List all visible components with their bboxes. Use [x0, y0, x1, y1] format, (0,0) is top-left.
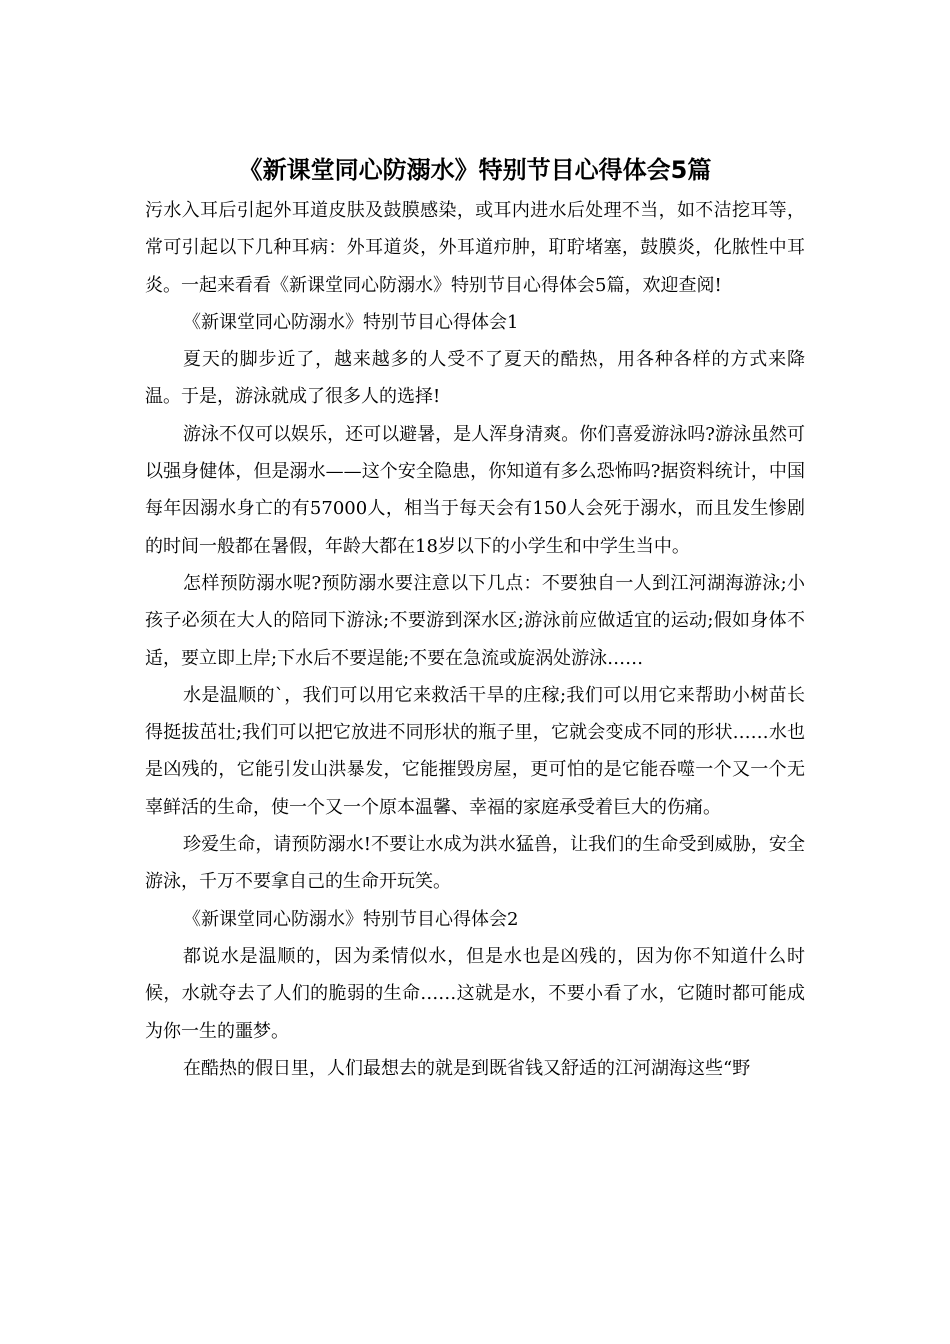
body-paragraph: 游泳不仅可以娱乐，还可以避暑，是人浑身清爽。你们喜爱游泳吗?游泳虽然可以强身健体，但是溺水——这个安全隐患，你知道有多么恐怖吗?据资料统计，中国每年因溺水身亡的有57000人，相当于每天会有150人会死于溺水，而且发生惨剧的时间一般都在暑假，年龄大都在18岁以下的小学生和中学生当中。	[145, 423, 805, 557]
body-paragraph: 水是温顺的`，我们可以用它来救活干旱的庄稼;我们可以用它来帮助小树苗长得挺拔茁壮;我们可以把它放进不同形状的瓶子里，它就会变成不同的形状……水也是凶残的，它能引发山洪暴发，它能摧毁房屋，更可怕的是它能吞噬一个又一个无辜鲜活的生命，使一个又一个原本温馨、幸福的家庭承受着巨大的伤痛。	[145, 684, 805, 818]
intro-paragraph: 污水入耳后引起外耳道皮肤及鼓膜感染，或耳内进水后处理不当，如不洁挖耳等，常可引起以下几种耳病：外耳道炎，外耳道疖肿，耵聍堵塞，鼓膜炎，化脓性中耳炎。一起来看看《新课堂同心防溺水》特别节目心得体会5篇，欢迎查阅!	[145, 200, 805, 296]
body-paragraph: 都说水是温顺的，因为柔情似水，但是水也是凶残的，因为你不知道什么时候，水就夺去了人们的脆弱的生命……这就是水，不要小看了水，它随时都可能成为你一生的噩梦。	[145, 945, 805, 1042]
body-paragraph: 怎样预防溺水呢?预防溺水要注意以下几点：不要独自一人到江河湖海游泳;小孩子必须在大人的陪同下游泳;不要游到深水区;游泳前应做适宜的运动;假如身体不适，要立即上岸;下水后不要逞能;不要在急流或旋涡处游泳……	[145, 572, 805, 669]
body-paragraph: 在酷热的假日里，人们最想去的就是到既省钱又舒适的江河湖海这些“野	[183, 1057, 751, 1079]
section-heading-1: 《新课堂同心防溺水》特别节目心得体会1	[183, 311, 519, 333]
document-title: 《新课堂同心防溺水》特别节目心得体会5篇	[238, 156, 712, 184]
document-body	[145, 192, 805, 1087]
body-paragraph: 夏天的脚步近了，越来越多的人受不了夏天的酷热，用各种各样的方式来降温。于是，游泳就成了很多人的选择!	[145, 349, 805, 408]
section-heading-2: 《新课堂同心防溺水》特别节目心得体会2	[183, 908, 519, 930]
body-paragraph: 珍爱生命，请预防溺水!不要让水成为洪水猛兽，让我们的生命受到威胁，安全游泳，千万不要拿自己的生命开玩笑。	[145, 834, 805, 893]
